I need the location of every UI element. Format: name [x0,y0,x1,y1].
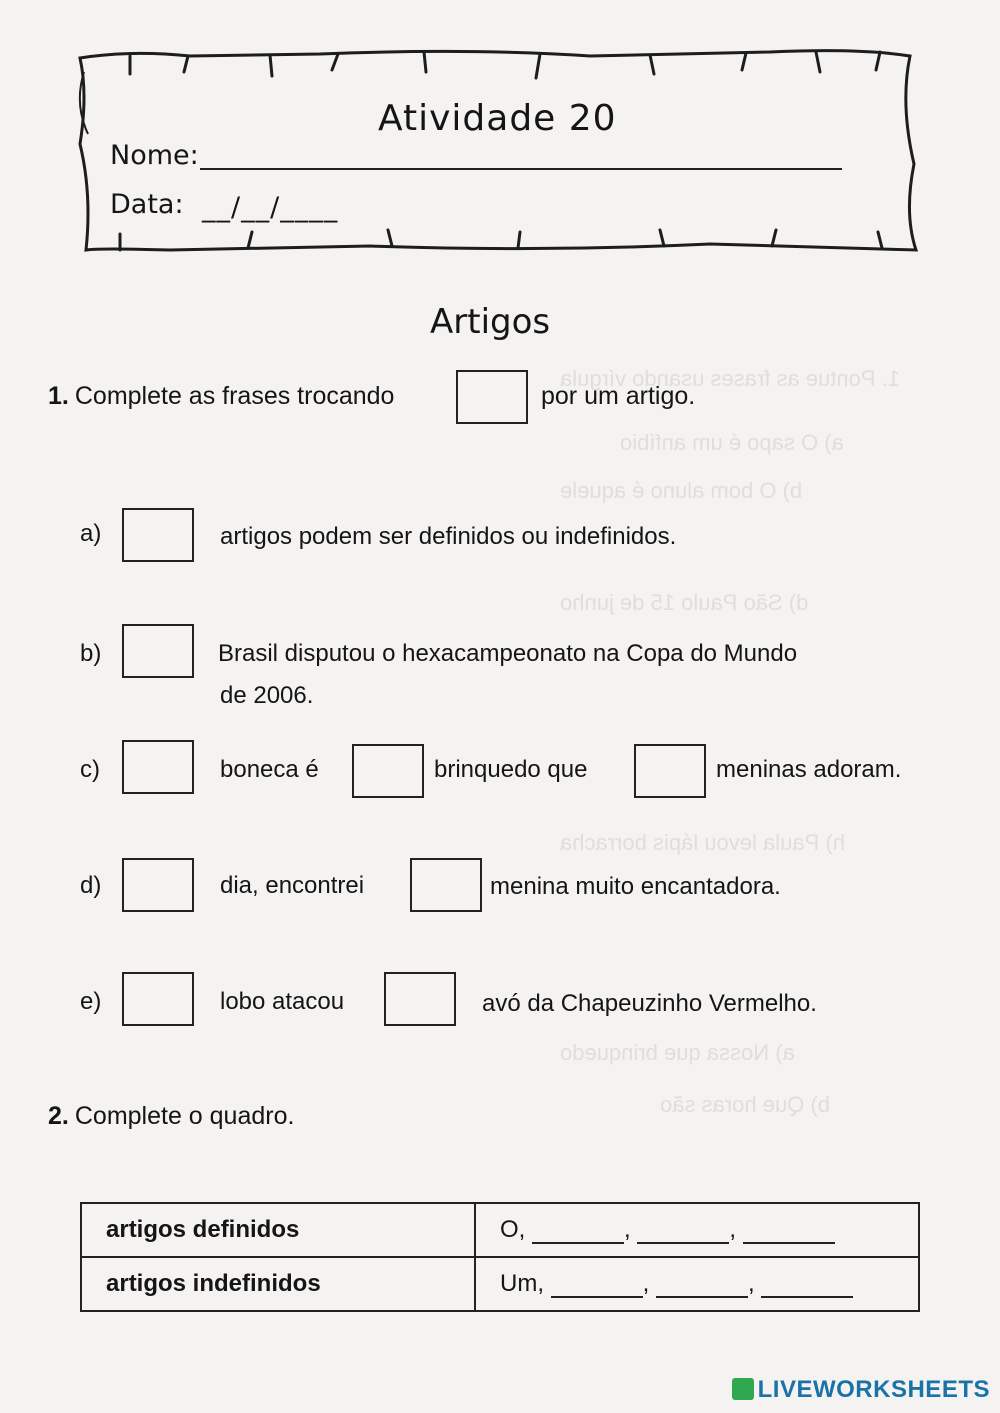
item-d-text-1: dia, encontrei [220,872,365,899]
item-c-answer-box-3[interactable] [634,744,706,798]
item-a-answer-box[interactable] [122,508,194,562]
name-label: Nome: [110,140,199,171]
item-c-text-2: brinquedo que [434,756,588,783]
definite-articles-answers: O, , , [475,1203,919,1257]
name-field[interactable] [200,168,842,170]
item-e-text-2: avó da Chapeuzinho Vermelho. [482,990,817,1017]
question-1-instruction [48,382,394,411]
item-d-answer-box-2[interactable] [410,858,482,912]
bleed-through-text: h) Paula levou lápis borracha [560,830,845,855]
item-c-answer-box-1[interactable] [122,740,194,794]
definite-article-blank-3[interactable] [743,1220,835,1244]
definite-articles-start: O, [500,1216,526,1243]
question-2-number: 2. [48,1102,69,1130]
liveworksheets-text: LIVEWORKSHEETS [757,1376,990,1403]
definite-article-blank-1[interactable] [532,1220,624,1244]
definite-article-blank-2[interactable] [637,1220,729,1244]
indefinite-article-blank-2[interactable] [656,1274,748,1298]
question-1-number: 1. [48,382,69,410]
item-d-answer-box-1[interactable] [122,858,194,912]
item-a-text: artigos podem ser definidos ou indefinidos. [220,523,677,550]
bleed-through-text: a) Nossa que brinquedo [560,1040,795,1065]
section-title: Artigos [430,302,551,342]
indefinite-articles-answers: Um, , , [475,1257,919,1311]
item-c-text-1: boneca é [220,756,319,783]
item-d-letter: d) [80,872,102,899]
item-e-answer-box-2[interactable] [384,972,456,1026]
item-c-letter: c) [80,756,100,783]
item-b-letter: b) [80,640,102,667]
bleed-through-text: b) Que horas são [660,1092,830,1117]
activity-title: Atividade 20 [378,98,617,139]
question-2-instruction [48,1102,294,1131]
item-b-text-line1: Brasil disputou o hexacampeonato na Copa do Mundo [218,640,798,667]
bleed-through-text: d) São Paulo 15 de junho [560,590,809,615]
item-e-letter: e) [80,988,102,1015]
liveworksheets-logo [732,1376,990,1404]
date-label: Data: [110,189,184,220]
date-field[interactable]: __/__/____ [202,192,339,223]
item-e-answer-box-1[interactable] [122,972,194,1026]
item-c-answer-box-2[interactable] [352,744,424,798]
indefinite-article-blank-3[interactable] [761,1274,853,1298]
bleed-through-text: 1. Pontue as frases usando vírgula [560,366,900,391]
indefinite-articles-start: Um, [500,1270,544,1297]
question-1-text-after: por um artigo. [541,382,696,410]
articles-table [80,1202,920,1312]
item-c-text-3: meninas adoram. [716,756,902,783]
item-d-text-2: menina muito encantadora. [490,873,781,900]
indefinite-article-blank-1[interactable] [551,1274,643,1298]
item-e-text-1: lobo atacou [220,988,345,1015]
question-1-text-before: Complete as frases trocando [74,382,395,410]
item-b-text-line2: de 2006. [220,682,314,709]
question-2-text: Complete o quadro. [74,1102,295,1130]
definite-articles-label: artigos definidos [81,1203,475,1257]
indefinite-articles-label: artigos indefinidos [81,1257,475,1311]
bleed-through-text: a) O sapo é um anfíbio [620,430,844,455]
example-blank-box [456,370,528,424]
bleed-through-text: b) O bom aluno é aquele [560,478,803,503]
table-row [81,1257,919,1311]
table-row [81,1203,919,1257]
item-a-letter: a) [80,520,102,547]
item-b-answer-box[interactable] [122,624,194,678]
liveworksheets-icon [732,1378,754,1400]
header-frame [70,44,930,258]
